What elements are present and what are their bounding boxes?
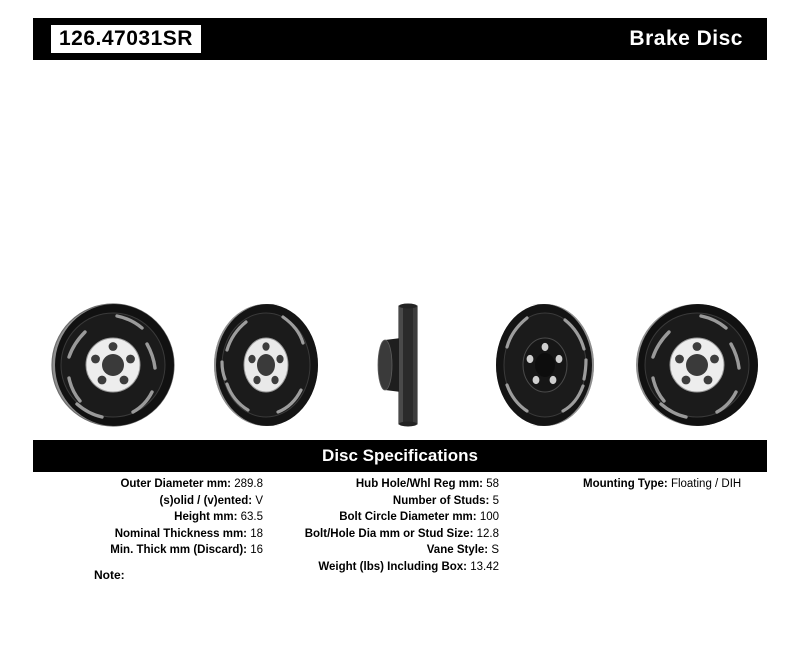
- rotor-angled-slotted-view: [188, 300, 348, 430]
- page-title: Brake Disc: [629, 27, 743, 50]
- spec-value: 13.42: [470, 560, 499, 573]
- spec-value: S: [491, 544, 499, 556]
- spec-value: 100: [479, 511, 499, 523]
- spec-value: Floating / DIH: [670, 478, 742, 490]
- spec-label: Mounting Type:: [583, 478, 671, 490]
- header-bar: [33, 18, 767, 60]
- spec-label: Nominal Thickness mm:: [114, 527, 251, 540]
- spec-row: [33, 476, 263, 493]
- spec-band: [33, 440, 767, 472]
- spec-value: 12.8: [476, 527, 499, 540]
- spec-label: Min. Thick mm (Discard):: [110, 544, 251, 556]
- spec-row: [273, 509, 499, 526]
- spec-row: [33, 493, 263, 510]
- spec-row: [33, 526, 263, 543]
- rotor-rear-slotted-view: [627, 300, 767, 430]
- spec-row: [33, 542, 263, 559]
- spec-label: Bolt Circle Diameter mm:: [339, 511, 480, 523]
- spec-row: [583, 476, 767, 493]
- spec-value: 58: [486, 478, 499, 490]
- spec-label: Height mm:: [174, 511, 241, 523]
- spec-value: 289.8: [234, 478, 263, 490]
- spec-row: [33, 509, 263, 526]
- spec-label: Outer Diameter mm:: [120, 478, 235, 490]
- note-label: Note:: [94, 568, 125, 582]
- spec-column-right: [509, 476, 767, 493]
- rotor-edge-profile-view: [363, 300, 453, 430]
- spec-label: Hub Hole/Whl Reg mm:: [355, 478, 487, 490]
- part-number: 126.47031SR: [51, 25, 201, 53]
- spec-value: 16: [250, 544, 263, 556]
- spec-band-title: Disc Specifications: [322, 446, 478, 465]
- spec-value: V: [255, 494, 263, 507]
- spec-value: 5: [492, 494, 499, 507]
- spec-row: [273, 476, 499, 493]
- spec-column-middle: [273, 476, 499, 575]
- spec-label: Weight (lbs) Including Box:: [318, 560, 471, 573]
- rotor-image-row: [33, 300, 767, 430]
- spec-value: 63.5: [240, 511, 263, 523]
- spec-label: Number of Studs:: [392, 494, 493, 507]
- spec-label: Bolt/Hole Dia mm or Stud Size:: [304, 527, 477, 540]
- spec-label: Vane Style:: [426, 544, 492, 556]
- rotor-front-slotted-view: [33, 300, 193, 430]
- spec-row: [273, 493, 499, 510]
- spec-row: [273, 542, 499, 559]
- spec-column-left: [33, 476, 263, 559]
- spec-label: (s)olid / (v)ented:: [159, 494, 256, 507]
- rotor-hub-side-view: [465, 300, 625, 430]
- spec-value: 18: [250, 527, 263, 540]
- spec-row: [273, 526, 499, 543]
